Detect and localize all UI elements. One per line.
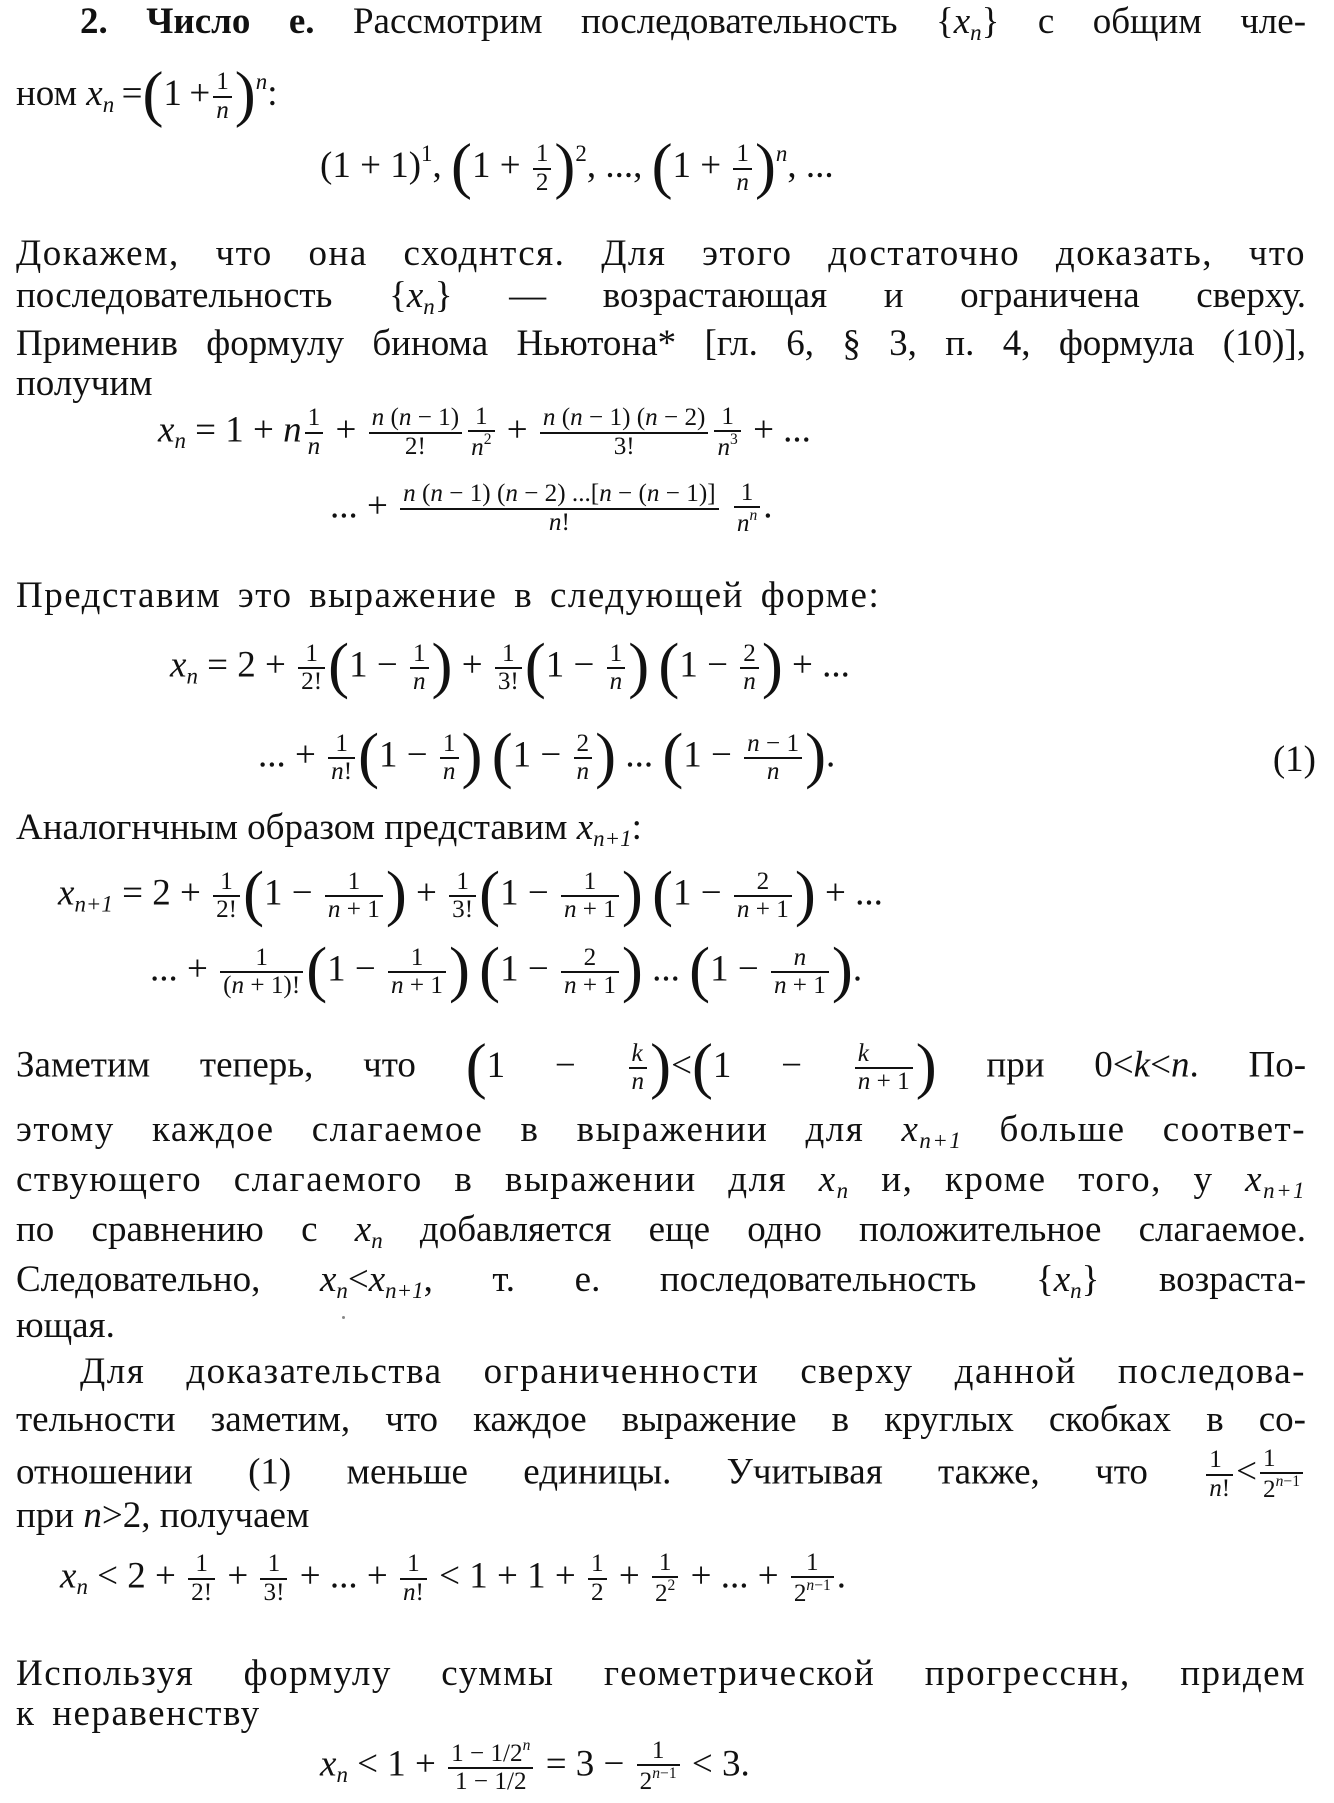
p4-line: Аналогнчным образом представим $x_{n+1}$: bbox=[16, 807, 642, 851]
intro-line-2: ном $x_n =(1$ + $\frac{1}{n}$ )$^n$: bbox=[16, 58, 278, 129]
p5-text-5b: т. е. последовательность bbox=[492, 1259, 977, 1300]
p6-text-4a: при bbox=[16, 1495, 75, 1536]
p2-text-a: последовательность bbox=[16, 275, 333, 316]
speck-mark bbox=[342, 1316, 345, 1319]
section-number: 2. bbox=[80, 1, 108, 42]
equation-number: (1) bbox=[1272, 739, 1316, 780]
p4-text: Аналогнчным образом представим bbox=[16, 807, 568, 848]
p5-line-4: по сравнению с $x_n$ добавляется еще одно положительное слагаемое. bbox=[16, 1209, 1306, 1253]
p6-text-4b: получаем bbox=[159, 1495, 310, 1536]
p5-text-b: при bbox=[986, 1044, 1045, 1086]
p6-text-3a: отношении (1) меньше единицы. Учитывая также, что bbox=[16, 1451, 1148, 1493]
p5-text-4b: добавляется еще одно положительное слагаемое. bbox=[419, 1209, 1306, 1250]
p5-text-2b: больше соответ- bbox=[999, 1109, 1307, 1150]
p5-text-2a: этому каждое слагаемое в выражении для bbox=[16, 1109, 865, 1150]
p3-line bbox=[16, 574, 1306, 618]
p2-line-1: Докажем, что она сходнтся. Для этого достаточно доказать, что bbox=[16, 233, 1306, 274]
intro-text-a: Рассмотрим последовательность bbox=[352, 1, 898, 42]
p5-text-3b: и, кроме того, у bbox=[881, 1159, 1214, 1200]
p5-text-3a: ствующего слагаемого в выражении для bbox=[16, 1159, 788, 1200]
p7-line-1: Используя формулу суммы геометрической прогресснн, придем bbox=[16, 1653, 1306, 1694]
p5-text-5c: возраста- bbox=[1158, 1259, 1307, 1300]
section-title: Число е. bbox=[146, 1, 315, 42]
p5-text-c: По- bbox=[1248, 1044, 1307, 1086]
p6-line-4: при n>2, получаем bbox=[16, 1495, 310, 1536]
p2-line-4: получим bbox=[16, 363, 153, 404]
p7-line-2: к неравенству bbox=[16, 1693, 261, 1734]
page: 2. Число е. Рассмотрим последовательность $\{x_n\}$ с общим чле- ном $x_n =(1$ + $\frac{1}{n}$ )$^n$: $(1 + 1)^1$, (1 + $\frac{1}{2}$ )$^2$, ..., (1 + $\frac{1}{n}$ )$^n$, ... Докажем, что она сходнтся. Для этого достаточно доказать, что последовательность $\{x_n\}$ — возрастающая и ограничена сверху. Применив формулу бинома Ньютона* [гл. 6, § 3, п. 4, формула (10)], получим $x_n = 1 + n$ $\frac{1}{n}$ + $\frac{n (n - 1)}{2!}$ $\frac{1}{n^2}$ + $\frac{n (n - 1) (n - 2)}{3!}$ $\frac{1}{n^3}$ + ... ... + $\frac{n (n - 1) (n - 2) ...[n - (n - 1)]}{n!}$ $\frac{1}{n^n}$ . Представим это выражение в следующей форме: $x_n = 2$ + $\frac{1}{2!}$ (1 − $\frac{1}{n}$ ) + $\frac{1}{3!}$ (1 − $\frac{1}{n}$ ) (1 − $\frac{2}{n}$ ) + ... ... + $\frac{1}{n!}$ (1 − $\frac{1}{n}$ ) (1 − $\frac{2}{n}$ ) ... (1 − $\frac{n - 1}{n}$ ). (1) Аналогнчным образом представим $x_{n+1}$: $x_{n+1} = 2$ + $\frac{1}{2!}$ (1 − $\frac{1}{n + 1}$ ) + $\frac{1}{3!}$ (1 − $\frac{1}{n + 1}$ ) (1 − $\frac{2}{n + 1}$ ) + ... ... + $\frac{1}{(n + 1)!}$ (1 − $\frac{1}{n + 1}$ ) (1 − $\frac{2}{n + 1}$ ) ... (1 − $\frac{n}{n + 1}$ ). Заметим теперь, что (1 − $\frac{k}{n}$ )<(1 − $\frac{k}{n + 1}$ ) при 0<k<n. По- этому каждое слагаемое в выражении для $x_{n+1}$ больше соответ- ствующего слагаемого в выражении для $x_n$ и, кроме того, у $x_{n+1}$ по сравнению с $x_n$ добавляется еще одно положительное слагаемое. Следовательно, $x_n<x_{n+1}$, т. е. последовательность $\{x_n\}$ возраста- ющая. Для доказательства ограниченности сверху данной последова- тельности заметим, что каждое выражение в круглых скобках в со- отношении (1) меньше единицы. Учитывая также, что $\frac{1}{n!}$ < $\frac{1}{2^{n-1}}$ при n>2, получаем $x_n < 2$ + $\frac{1}{2!}$ + $\frac{1}{3!}$ + ... + $\frac{1}{n!}$ < 1 + 1 + $\frac{1}{2}$ + $\frac{1}{2^2}$ + ... + $\frac{1}{2^{n-1}}$ . Используя формулу суммы геометрической прогресснн, придем к неравенству $x_n < 1$ + $\frac{1 - 1/2^n}{1 - 1/2}$ = 3 − $\frac{1}{2^{n-1}}$ < 3. bbox=[16, 1, 1316, 1796]
p6-line-2: тельности заметим, что каждое выражение в круглых скобках в со- bbox=[16, 1399, 1306, 1440]
p3-text: Представим это выражение в следующей форме: bbox=[16, 575, 881, 616]
p2-line-3: Применив формулу бинома Ньютона* [гл. 6, § 3, п. 4, формула (10)], bbox=[16, 323, 1306, 364]
p5-line-2: этому каждое слагаемое в выражении для $x_{n+1}$ больше соответ- bbox=[16, 1109, 1307, 1153]
p6-line-3: отношении (1) меньше единицы. Учитывая также, что $\frac{1}{n!}$ < $\frac{1}{2^{n-1}}$ bbox=[16, 1446, 1306, 1504]
p5-line-6: ющая. bbox=[16, 1305, 115, 1346]
p5-text-5a: Следовательно, bbox=[16, 1259, 261, 1300]
intro-line-1: 2. Число е. Рассмотрим последовательность $\{x_n\}$ с общим чле- bbox=[80, 1, 1307, 45]
intro-text-c: ном bbox=[16, 73, 78, 115]
p5-line-5: Следовательно, $x_n<x_{n+1}$, т. е. последовательность $\{x_n\}$ возраста- bbox=[16, 1259, 1307, 1303]
p2-text-b: — возрастающая и ограничена сверху. bbox=[509, 275, 1306, 316]
p5-text-a: Заметим теперь, что bbox=[16, 1044, 416, 1086]
intro-text-b: с общим чле- bbox=[1037, 1, 1307, 42]
p5-text-4a: по сравнению с bbox=[16, 1209, 318, 1250]
p2-line-2: последовательность $\{x_n\}$ — возрастающая и ограничена сверху. bbox=[16, 275, 1306, 319]
p6-line-1: Для доказательства ограниченности сверху данной последова- bbox=[80, 1351, 1306, 1392]
p5-line-1: Заметим теперь, что (1 − $\frac{k}{n}$ )<(1 − $\frac{k}{n + 1}$ ) при 0<k<n. По- bbox=[16, 1030, 1307, 1100]
p5-line-3: ствующего слагаемого в выражении для $x_n$ и, кроме того, у $x_{n+1}$ bbox=[16, 1159, 1307, 1203]
